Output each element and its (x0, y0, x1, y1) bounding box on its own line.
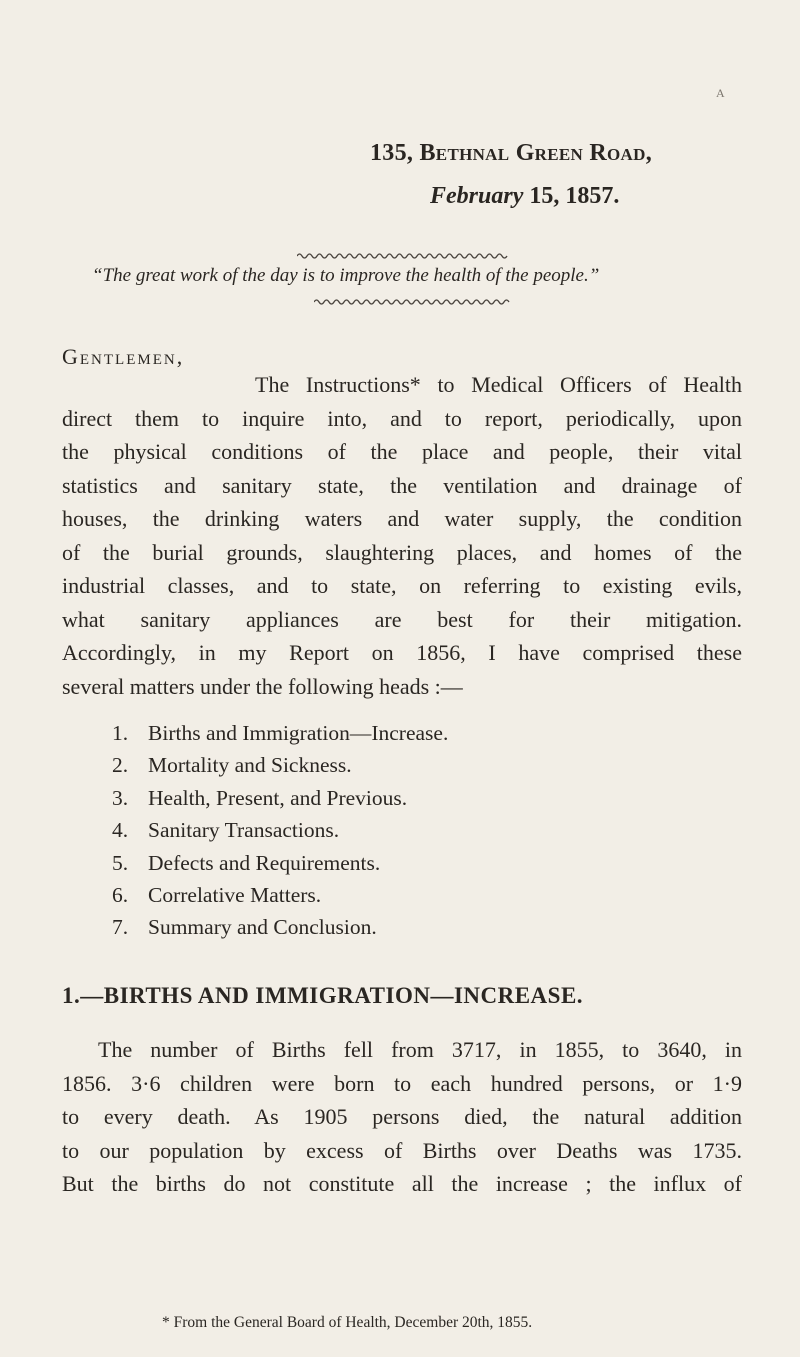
wavy-rule-bottom (314, 297, 510, 307)
list-item-number: 2. (112, 753, 129, 778)
intro-paragraph (62, 368, 742, 703)
paragraph-line: statistics and sanitary state, the ventilation and drainage of (62, 472, 742, 498)
list-item-label: Births and Immigration—Increase. (148, 721, 449, 745)
list-item-label: Mortality and Sickness. (148, 753, 352, 778)
date-month: February (430, 183, 524, 209)
corner-mark: A (716, 86, 725, 100)
date-line (430, 183, 619, 210)
paragraph-line: the physical conditions of the place and people, their vital (62, 439, 742, 464)
paragraph-line: several matters under the following heads :— (62, 673, 463, 699)
address-line (370, 140, 652, 167)
list-item-number: 7. (112, 915, 129, 940)
footnote: * From the General Board of Health, December 20th, 1855. (162, 1314, 533, 1331)
paragraph-line: Accordingly, in my Report on 1856, I have comprised these (62, 640, 742, 665)
wavy-rule-top (297, 251, 509, 261)
list-item (112, 915, 448, 947)
paragraph-line: The number of Births fell from 3717, in 1855, to 3640, in (98, 1037, 742, 1062)
paragraph-line: But the births do not constitute all the increase ; the influx of (62, 1171, 742, 1196)
paragraph-line: 1856. 3·6 children were born to each hundred persons, or 1·9 (62, 1070, 742, 1096)
paragraph-line: to our population by excess of Births over Deaths was 1735. (62, 1137, 742, 1163)
list-item-label: Sanitary Transactions. (148, 818, 340, 843)
list-item (112, 753, 448, 785)
address-street: Bethnal Green Road, (419, 140, 653, 166)
list-item-number: 4. (112, 818, 129, 843)
address-number: 135, (370, 140, 420, 166)
paragraph-line: what sanitary appliances are best for their mitigation. (62, 606, 742, 632)
list-item (112, 721, 448, 753)
list-item-label: Defects and Requirements. (148, 850, 381, 875)
paragraph-line: The Instructions* to Medical Officers of Health (255, 372, 742, 397)
paragraph-line: to every death. As 1905 persons died, the natural addition (62, 1104, 742, 1129)
paragraph-line: houses, the drinking waters and water supply, the condition (62, 506, 742, 531)
list-item (112, 851, 448, 883)
list-item-label: Health, Present, and Previous. (148, 785, 408, 810)
heads-list (112, 721, 448, 948)
list-item-number: 3. (112, 785, 129, 810)
section-heading: 1.—BIRTHS AND IMMIGRATION—INCREASE. (62, 983, 584, 1008)
list-item-label: Summary and Conclusion. (148, 915, 377, 940)
salutation: Gentlemen, (62, 344, 185, 369)
list-item (112, 818, 448, 850)
list-item (112, 786, 448, 818)
paragraph-line: industrial classes, and to state, on referring to existing evils, (62, 573, 742, 598)
date-rest: 15, 1857. (523, 183, 620, 209)
list-item-label: Correlative Matters. (148, 882, 322, 907)
motto-quote: “The great work of the day is to improve the health of the people.” (92, 265, 600, 286)
list-item-number: 6. (112, 882, 129, 907)
list-item (112, 883, 448, 915)
births-paragraph (62, 1033, 742, 1201)
list-item-number: 1. (112, 721, 129, 745)
paragraph-line: of the burial grounds, slaughtering places, and homes of the (62, 539, 742, 565)
list-item-number: 5. (112, 850, 129, 875)
paragraph-line: direct them to inquire into, and to report, periodically, upon (62, 405, 742, 431)
